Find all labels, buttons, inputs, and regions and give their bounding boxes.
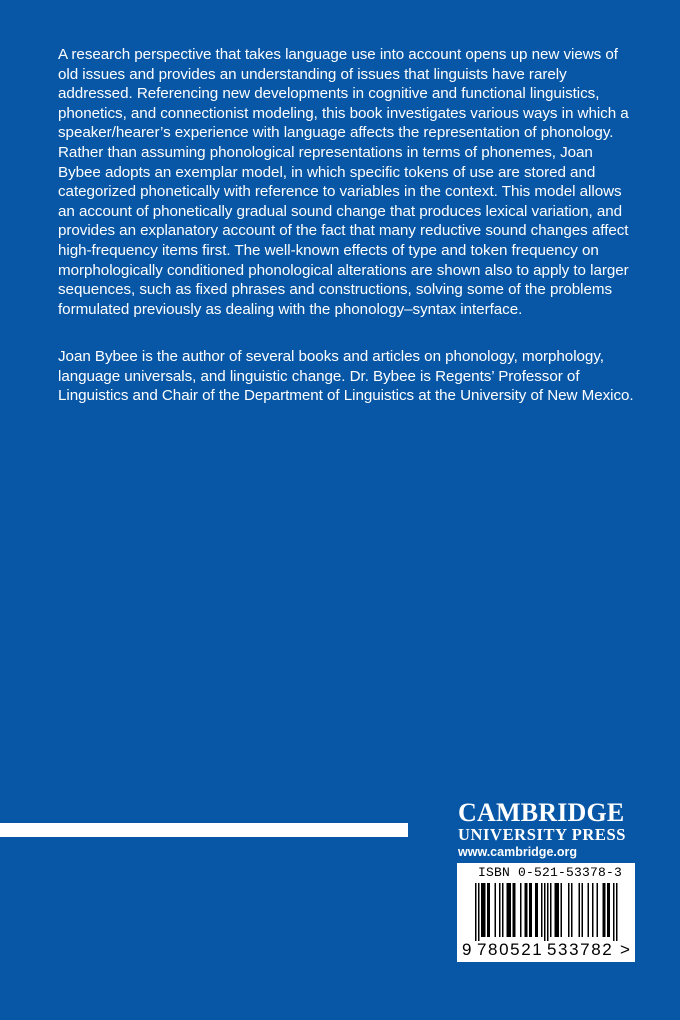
barcode-bar xyxy=(495,883,497,937)
barcode-bar xyxy=(613,883,615,941)
publisher-subtitle: UNIVERSITY PRESS xyxy=(458,825,627,844)
barcode-bar xyxy=(513,883,515,937)
barcode-bar xyxy=(537,883,539,937)
barcode-bar xyxy=(502,883,504,937)
barcode-bar xyxy=(547,883,549,941)
barcode-bar xyxy=(514,883,516,937)
barcode-bar xyxy=(555,883,557,937)
barcode-bar xyxy=(499,883,501,937)
barcode-bar xyxy=(487,883,489,937)
barcode-bar xyxy=(484,883,486,937)
barcode-bar xyxy=(588,883,590,937)
decorative-white-bar xyxy=(0,823,408,837)
barcode-digits xyxy=(457,940,635,960)
barcode-bar xyxy=(510,883,512,937)
barcode-bar xyxy=(607,883,609,937)
publisher-name: CAMBRIDGE xyxy=(458,798,625,827)
barcode-bar xyxy=(603,883,605,937)
barcode-bar xyxy=(520,883,522,937)
author-bio: Joan Bybee is the author of several books and articles on phonology, morphology, language universals, and linguistic change. Dr. Bybee is Regents’ Professor of Linguistics and Chair of the Department of Linguistics at the University of New Mexico. xyxy=(58,348,634,405)
barcode-bar xyxy=(582,883,584,937)
barcode-bar xyxy=(609,883,611,937)
barcode-bar xyxy=(483,883,485,937)
barcode-bar xyxy=(508,883,510,937)
isbn-barcode-panel xyxy=(457,863,635,962)
barcode-arrow: > xyxy=(620,940,630,959)
barcode-bar xyxy=(568,883,570,937)
barcode-bar xyxy=(489,883,491,937)
barcode-bar xyxy=(604,883,606,937)
barcode-bar xyxy=(558,883,560,937)
barcode-bar xyxy=(475,883,477,941)
barcode-bar xyxy=(571,883,573,937)
barcode-bar xyxy=(592,883,594,937)
back-cover-blurb: A research perspective that takes language use into account opens up new views of old issues and provides an understanding of issues that linguists have rarely addressed. Referencing new developments in cognitive and functional linguistics, phonetics, and connectionist modeling, this book investigates various ways in which a speaker/hearer’s experience with language affects the representation of phonology. Rather than assuming phonological representations in terms of phonemes, Joan Bybee adopts an exemplar model, in which specific tokens of use are stored and categorized phonetically with reference to variables in the context. This model allows an account of phonetically gradual sound change that produces lexical variation, and provides an explanatory account of the fact that many reductive sound changes affect high-frequency items first. The well-known effects of type and token frequency on morphologically conditioned phonological alterations are shown also to apply to larger sequences, such as fixed phrases and constructions, solving some of the problems formulated previously as dealing with the phonology–syntax interface. xyxy=(58,46,629,318)
barcode-bar xyxy=(526,883,528,937)
publisher-url: www.cambridge.org xyxy=(458,845,578,859)
barcode-bar xyxy=(541,883,543,937)
barcode-bar xyxy=(507,883,509,937)
barcode-bar xyxy=(561,883,563,937)
publisher-logo xyxy=(458,800,648,860)
barcode-bar xyxy=(531,883,533,937)
barcode-bar xyxy=(579,883,581,937)
isbn-label: ISBN 0-521-53378-3 xyxy=(478,865,623,880)
barcode-lead-digit: 9 xyxy=(462,940,472,959)
barcode-bar xyxy=(481,883,483,937)
barcode-bar xyxy=(550,883,552,937)
barcode-bar xyxy=(544,883,546,941)
barcode-left-digits: 780521 xyxy=(477,940,544,959)
barcode-bar xyxy=(597,883,599,937)
barcode-bar xyxy=(529,883,531,937)
barcode-bar xyxy=(478,883,480,941)
barcode-bar xyxy=(556,883,558,937)
barcode-bars xyxy=(457,883,635,941)
barcode-right-digits: 533782 xyxy=(547,940,614,959)
barcode-bar xyxy=(525,883,527,937)
barcode-bar xyxy=(616,883,618,941)
barcode-bar xyxy=(535,883,537,937)
